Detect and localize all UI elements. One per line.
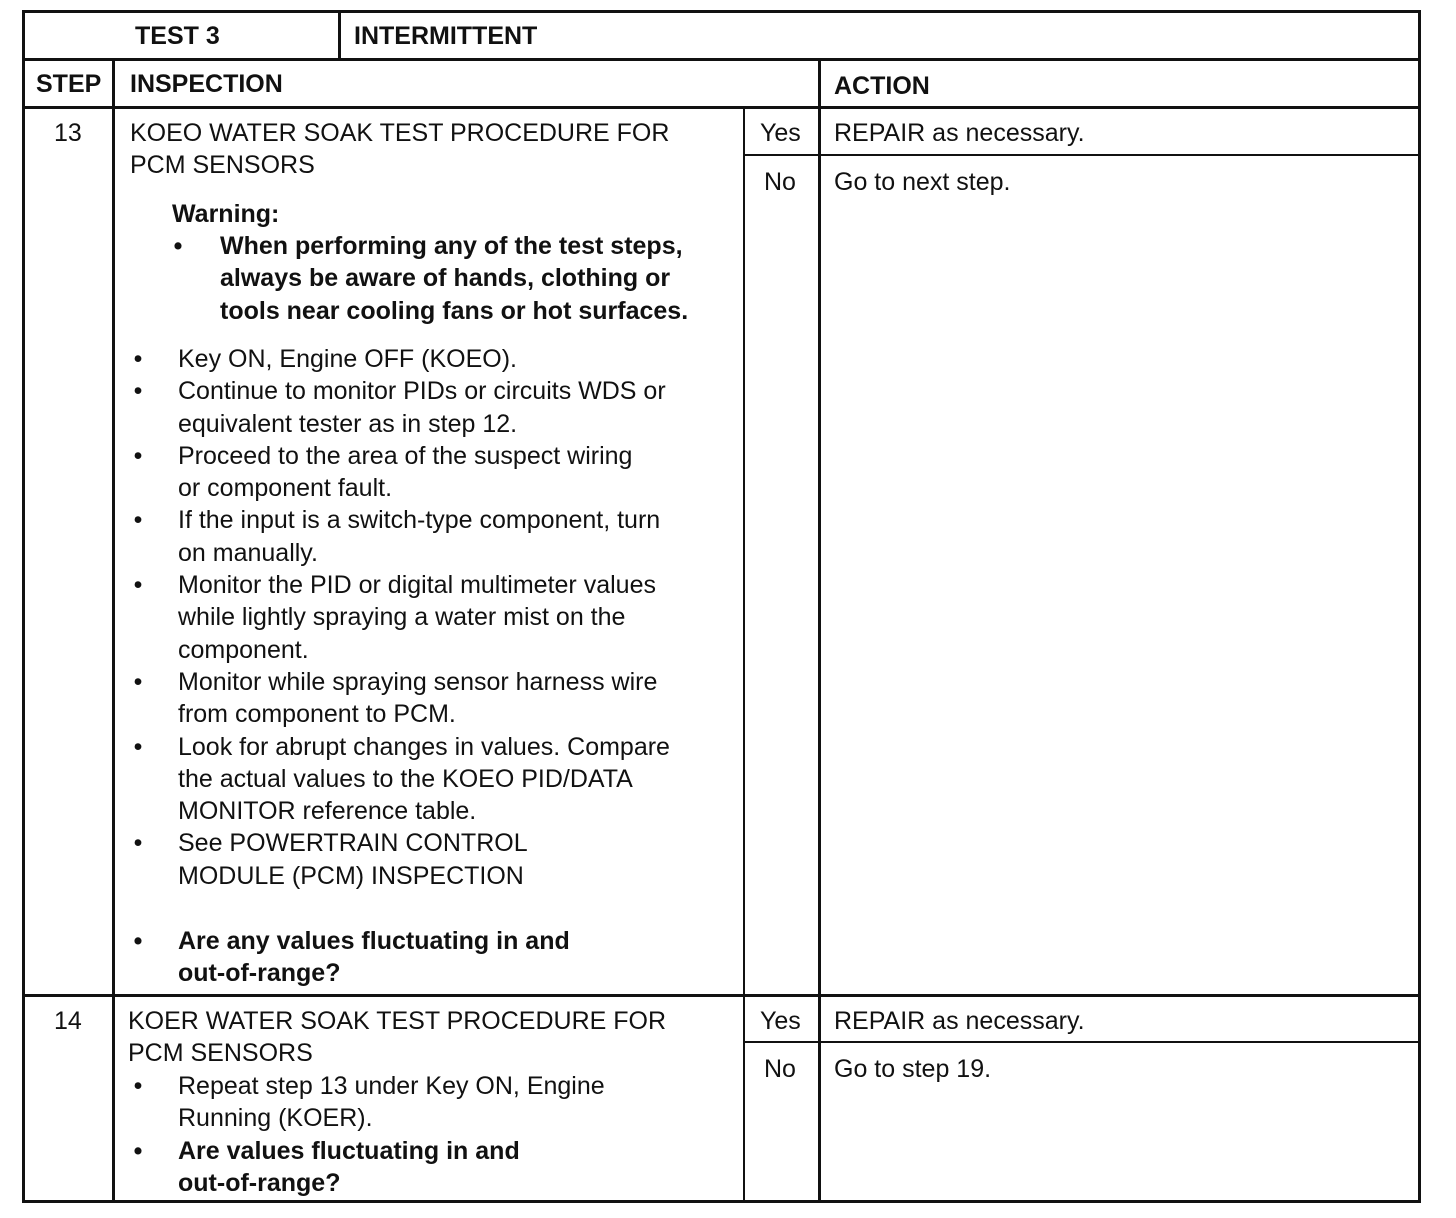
bullet-icon: • xyxy=(133,506,143,535)
step14-answer-divider xyxy=(744,1041,1421,1043)
step13-answer-divider xyxy=(744,154,1421,156)
list-item: • Key ON, Engine OFF (KOEO). xyxy=(128,343,670,375)
column-action: ACTION xyxy=(834,72,930,100)
action-yes: REPAIR as necessary. xyxy=(834,1007,1085,1035)
column-inspection: INSPECTION xyxy=(130,70,283,98)
list-item: • Monitor the PID or digital multimeter values while lightly spraying a water mist on the component. xyxy=(128,569,670,666)
step14-bullets xyxy=(128,1070,605,1199)
answer-no: No xyxy=(764,1055,796,1083)
step-divider-rule xyxy=(22,994,1421,997)
action-no: Go to step 19. xyxy=(834,1055,992,1083)
bullet-icon: • xyxy=(133,667,143,696)
step-column-divider xyxy=(112,58,115,1203)
columns-rule xyxy=(22,106,1421,109)
list-item: • Look for abrupt changes in values. Compare the actual values to the KOEO PID/DATA MONITOR reference table. xyxy=(128,731,670,828)
step-title: KOEO WATER SOAK TEST PROCEDURE FOR xyxy=(130,119,670,147)
bullet-icon: • xyxy=(133,829,143,858)
step13-bullets xyxy=(128,343,670,892)
list-item: • Proceed to the area of the suspect wiring or component fault. xyxy=(128,440,670,505)
answer-no: No xyxy=(764,168,796,196)
answer-column-divider-14 xyxy=(743,994,745,1203)
bullet-icon: • xyxy=(133,441,143,470)
bullet-icon: • xyxy=(133,732,143,761)
bullet-icon: • xyxy=(133,345,143,373)
header-title-divider xyxy=(338,10,341,60)
answer-yes: Yes xyxy=(760,1007,801,1035)
answer-column-divider-13 xyxy=(743,106,745,996)
test-title: INTERMITTENT xyxy=(354,22,538,50)
action-no: Go to next step. xyxy=(834,168,1011,196)
answer-yes: Yes xyxy=(760,119,801,147)
bullet-icon: • xyxy=(173,232,183,260)
step-number: 14 xyxy=(54,1007,82,1035)
list-item: • See POWERTRAIN CONTROL MODULE (PCM) INSPECTION xyxy=(128,827,670,892)
bullet-icon: • xyxy=(133,1136,143,1165)
step13-question xyxy=(128,925,570,990)
list-item: • If the input is a switch-type component, turn on manually. xyxy=(128,504,670,569)
warning-heading: Warning: xyxy=(172,200,280,228)
bullet-icon: • xyxy=(133,1072,143,1100)
warning-bullet: • When performing any of the test steps, always be aware of hands, clothing or tools near cooling fans or hot surfaces. xyxy=(170,230,688,327)
bullet-icon: • xyxy=(133,377,143,406)
bullet-icon: • xyxy=(133,571,143,600)
step-number: 13 xyxy=(54,119,82,147)
list-item: • Repeat step 13 under Key ON, Engine Running (KOER). xyxy=(128,1070,605,1135)
step-title: KOER WATER SOAK TEST PROCEDURE FOR xyxy=(128,1007,667,1035)
action-column-divider xyxy=(818,58,821,1203)
action-yes: REPAIR as necessary. xyxy=(834,119,1085,147)
list-item: • Continue to monitor PIDs or circuits WDS or equivalent tester as in step 12. xyxy=(128,375,670,440)
question-item: • Are any values fluctuating in and out-of-range? xyxy=(128,925,570,990)
step-title-continued: PCM SENSORS xyxy=(130,151,315,179)
step-title-continued: PCM SENSORS xyxy=(128,1039,313,1067)
list-item: • Monitor while spraying sensor harness wire from component to PCM. xyxy=(128,666,670,731)
question-item: • Are values fluctuating in and out-of-range? xyxy=(128,1135,605,1200)
bullet-icon: • xyxy=(133,927,143,955)
column-step: STEP xyxy=(36,70,102,98)
test-label: TEST 3 xyxy=(135,22,220,50)
warning-list xyxy=(170,230,688,327)
header-rule xyxy=(22,58,1421,61)
